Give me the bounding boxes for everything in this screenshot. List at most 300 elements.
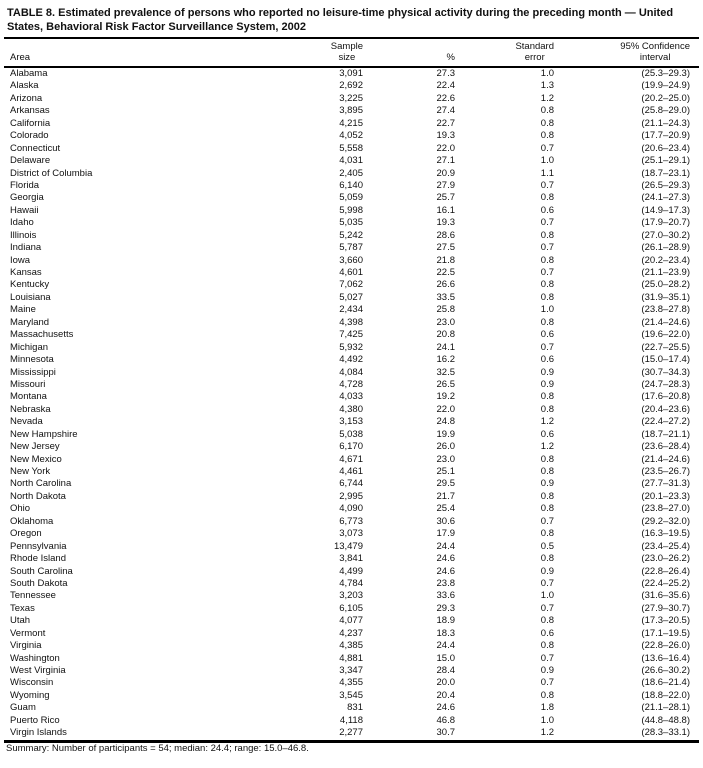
cell-area: South Dakota xyxy=(10,577,68,589)
cell-standard-error: 0.8 xyxy=(540,615,554,627)
cell-standard-error: 0.5 xyxy=(540,540,554,552)
cell-percent: 26.5 xyxy=(436,378,455,390)
table-row xyxy=(4,105,699,117)
cell-confidence-interval: (21.1–24.3) xyxy=(641,117,690,129)
cell-percent: 16.2 xyxy=(436,354,455,366)
cell-confidence-interval: (20.6–23.4) xyxy=(641,142,690,154)
table-row xyxy=(4,155,699,167)
cell-percent: 23.0 xyxy=(436,316,455,328)
cell-sample-size: 5,027 xyxy=(339,291,363,303)
table-row xyxy=(4,541,699,553)
cell-sample-size: 3,895 xyxy=(339,105,363,117)
table-row xyxy=(4,379,699,391)
cell-confidence-interval: (21.4–24.6) xyxy=(641,453,690,465)
table-row xyxy=(4,690,699,702)
cell-sample-size: 2,405 xyxy=(339,167,363,179)
cell-sample-size: 3,091 xyxy=(339,68,363,79)
cell-area: Utah xyxy=(10,615,31,627)
cell-sample-size: 2,692 xyxy=(339,80,363,92)
cell-area: Delaware xyxy=(10,155,51,167)
table-row xyxy=(4,180,699,192)
cell-standard-error: 0.8 xyxy=(540,466,554,477)
table-row xyxy=(4,143,699,155)
cell-confidence-interval: (17.6–20.8) xyxy=(641,391,690,403)
cell-percent: 26.0 xyxy=(436,441,455,453)
cell-confidence-interval: (22.8–26.4) xyxy=(641,565,690,577)
cell-area: Rhode Island xyxy=(10,553,66,565)
cell-sample-size: 4,398 xyxy=(339,316,363,328)
table-row xyxy=(4,528,699,540)
cell-standard-error: 0.9 xyxy=(540,478,554,490)
cell-confidence-interval: (31.9–35.1) xyxy=(641,291,690,303)
cell-area: South Carolina xyxy=(10,565,73,577)
cell-percent: 27.9 xyxy=(436,179,455,191)
cell-area: Pennsylvania xyxy=(10,540,67,552)
cell-standard-error: 0.8 xyxy=(540,391,554,403)
cell-standard-error: 0.8 xyxy=(540,130,554,142)
cell-confidence-interval: (16.3–19.5) xyxy=(641,528,690,540)
cell-sample-size: 4,215 xyxy=(339,117,363,129)
cell-standard-error: 0.8 xyxy=(540,254,554,266)
cell-sample-size: 5,558 xyxy=(339,142,363,154)
cell-area: Alabama xyxy=(10,68,48,79)
cell-area: New Hampshire xyxy=(10,428,78,440)
cell-sample-size: 4,380 xyxy=(339,403,363,415)
cell-sample-size: 3,347 xyxy=(339,665,363,676)
cell-standard-error: 0.8 xyxy=(540,453,554,465)
cell-standard-error: 0.8 xyxy=(540,553,554,565)
cell-sample-size: 7,062 xyxy=(339,279,363,291)
cell-area: North Carolina xyxy=(10,478,72,490)
cell-area: Oklahoma xyxy=(10,515,54,527)
column-header-percent: % xyxy=(371,38,464,67)
cell-sample-size: 4,031 xyxy=(339,155,363,167)
cell-percent: 24.1 xyxy=(436,341,455,353)
cell-confidence-interval: (27.9–30.7) xyxy=(641,602,690,614)
cell-confidence-interval: (23.5–26.7) xyxy=(641,466,690,477)
cell-sample-size: 5,787 xyxy=(339,242,363,254)
table-row xyxy=(4,168,699,180)
cell-area: Iowa xyxy=(10,254,31,266)
cell-sample-size: 4,118 xyxy=(339,714,363,726)
cell-confidence-interval: (21.4–24.6) xyxy=(641,316,690,328)
cell-percent: 22.0 xyxy=(436,142,455,154)
cell-percent: 24.6 xyxy=(436,553,455,565)
cell-percent: 29.5 xyxy=(436,478,455,490)
cell-confidence-interval: (25.1–29.1) xyxy=(641,155,690,167)
cell-area: Kansas xyxy=(10,267,42,278)
cell-standard-error: 0.8 xyxy=(540,490,554,502)
cell-sample-size: 3,841 xyxy=(339,553,363,565)
cell-sample-size: 4,084 xyxy=(339,366,363,378)
cell-area: Illinois xyxy=(10,229,37,241)
cell-standard-error: 1.1 xyxy=(540,167,554,179)
cell-standard-error: 0.9 xyxy=(540,565,554,577)
cell-percent: 19.3 xyxy=(436,130,455,142)
cell-sample-size: 6,170 xyxy=(339,441,363,453)
cell-confidence-interval: (23.8–27.8) xyxy=(641,304,690,316)
table-row xyxy=(4,491,699,503)
cell-sample-size: 2,995 xyxy=(339,490,363,502)
cell-sample-size: 4,601 xyxy=(339,267,363,278)
cell-area: Indiana xyxy=(10,242,42,254)
cell-standard-error: 0.8 xyxy=(540,403,554,415)
column-header-sample-size: Sample size xyxy=(325,38,371,67)
cell-percent: 21.8 xyxy=(436,254,455,266)
cell-percent: 20.0 xyxy=(436,677,455,689)
cell-confidence-interval: (27.7–31.3) xyxy=(641,478,690,490)
cell-confidence-interval: (23.6–28.4) xyxy=(641,441,690,453)
cell-percent: 18.9 xyxy=(436,615,455,627)
cell-percent: 46.8 xyxy=(436,714,455,726)
cell-area: Virgin Islands xyxy=(10,727,67,739)
cell-area: California xyxy=(10,117,51,129)
cell-standard-error: 0.7 xyxy=(540,341,554,353)
cell-standard-error: 0.7 xyxy=(540,142,554,154)
table-row xyxy=(4,242,699,254)
cell-sample-size: 3,545 xyxy=(339,689,363,701)
cell-sample-size: 3,153 xyxy=(339,416,363,428)
cell-percent: 28.4 xyxy=(436,665,455,676)
cell-sample-size: 7,425 xyxy=(339,329,363,341)
table-row xyxy=(4,454,699,466)
table-row xyxy=(4,727,699,741)
cell-area: Florida xyxy=(10,179,40,191)
cell-percent: 25.8 xyxy=(436,304,455,316)
cell-standard-error: 0.7 xyxy=(540,602,554,614)
table-row xyxy=(4,590,699,602)
table-row xyxy=(4,67,699,80)
table-row xyxy=(4,391,699,403)
cell-confidence-interval: (17.3–20.5) xyxy=(641,615,690,627)
cell-confidence-interval: (26.5–29.3) xyxy=(641,179,690,191)
cell-percent: 33.6 xyxy=(436,590,455,602)
cell-standard-error: 0.7 xyxy=(540,242,554,254)
cell-sample-size: 5,035 xyxy=(339,217,363,229)
cell-percent: 27.3 xyxy=(436,68,455,79)
cell-confidence-interval: (25.3–29.3) xyxy=(641,68,690,79)
cell-percent: 20.9 xyxy=(436,167,455,179)
cell-area: Michigan xyxy=(10,341,49,353)
cell-sample-size: 3,203 xyxy=(339,590,363,602)
table-row xyxy=(4,279,699,291)
table-row xyxy=(4,267,699,279)
table-row xyxy=(4,578,699,590)
cell-area: New York xyxy=(10,466,51,477)
cell-standard-error: 0.9 xyxy=(540,378,554,390)
cell-confidence-interval: (18.8–22.0) xyxy=(641,689,690,701)
cell-standard-error: 0.6 xyxy=(540,627,554,639)
cell-standard-error: 0.8 xyxy=(540,192,554,204)
cell-area: Montana xyxy=(10,391,47,403)
cell-percent: 16.1 xyxy=(436,204,455,216)
cell-standard-error: 1.0 xyxy=(540,590,554,602)
cell-area: Arkansas xyxy=(10,105,50,117)
cell-confidence-interval: (17.7–20.9) xyxy=(641,130,690,142)
cell-area: Massachusetts xyxy=(10,329,74,341)
cell-standard-error: 1.2 xyxy=(540,416,554,428)
cell-sample-size: 5,242 xyxy=(339,229,363,241)
cell-percent: 28.6 xyxy=(436,229,455,241)
cell-area: New Mexico xyxy=(10,453,62,465)
cell-confidence-interval: (24.7–28.3) xyxy=(641,378,690,390)
cell-sample-size: 4,355 xyxy=(339,677,363,689)
table-row xyxy=(4,441,699,453)
table-row xyxy=(4,205,699,217)
cell-percent: 19.3 xyxy=(436,217,455,229)
cell-area: Tennessee xyxy=(10,590,56,602)
cell-standard-error: 1.0 xyxy=(540,68,554,79)
cell-standard-error: 0.7 xyxy=(540,267,554,278)
cell-percent: 27.5 xyxy=(436,242,455,254)
cell-confidence-interval: (23.8–27.0) xyxy=(641,503,690,515)
cell-confidence-interval: (17.1–19.5) xyxy=(641,627,690,639)
cell-standard-error: 0.6 xyxy=(540,329,554,341)
cell-sample-size: 3,073 xyxy=(339,528,363,540)
cell-area: Colorado xyxy=(10,130,49,142)
cell-sample-size: 4,385 xyxy=(339,640,363,652)
table-row xyxy=(4,192,699,204)
cell-percent: 22.5 xyxy=(436,267,455,278)
table-row xyxy=(4,653,699,665)
cell-standard-error: 0.9 xyxy=(540,366,554,378)
cell-area: Mississippi xyxy=(10,366,56,378)
cell-standard-error: 1.3 xyxy=(540,80,554,92)
cell-percent: 27.4 xyxy=(436,105,455,117)
cell-standard-error: 0.8 xyxy=(540,316,554,328)
cell-percent: 19.2 xyxy=(436,391,455,403)
summary-note: Summary: Number of participants = 54; median: 24.4; range: 15.0–46.8. xyxy=(6,743,309,754)
cell-area: Kentucky xyxy=(10,279,50,291)
cell-area: Nebraska xyxy=(10,403,51,415)
cell-confidence-interval: (21.1–28.1) xyxy=(641,702,690,714)
table-row xyxy=(4,677,699,689)
column-header-standard-error: Standard error xyxy=(464,38,564,67)
cell-area: Maryland xyxy=(10,316,50,328)
cell-standard-error: 1.0 xyxy=(540,714,554,726)
cell-sample-size: 4,492 xyxy=(339,354,363,366)
cell-area: Virginia xyxy=(10,640,42,652)
column-header-area: Area xyxy=(4,38,325,67)
cell-confidence-interval: (25.0–28.2) xyxy=(641,279,690,291)
cell-confidence-interval: (15.0–17.4) xyxy=(641,354,690,366)
cell-area: Georgia xyxy=(10,192,44,204)
cell-standard-error: 0.8 xyxy=(540,503,554,515)
cell-area: Missouri xyxy=(10,378,46,390)
cell-sample-size: 4,077 xyxy=(339,615,363,627)
table-row xyxy=(4,255,699,267)
cell-sample-size: 4,784 xyxy=(339,577,363,589)
cell-area: Alaska xyxy=(10,80,39,92)
cell-percent: 32.5 xyxy=(436,366,455,378)
cell-area: Oregon xyxy=(10,528,42,540)
cell-area: Connecticut xyxy=(10,142,61,154)
cell-confidence-interval: (44.8–48.8) xyxy=(641,714,690,726)
cell-area: Guam xyxy=(10,702,36,714)
cell-area: Maine xyxy=(10,304,36,316)
table-row xyxy=(4,292,699,304)
cell-area: Louisiana xyxy=(10,291,51,303)
cell-confidence-interval: (22.7–25.5) xyxy=(641,341,690,353)
cell-area: North Dakota xyxy=(10,490,66,502)
cell-standard-error: 0.8 xyxy=(540,528,554,540)
cell-percent: 27.1 xyxy=(436,155,455,167)
table-row xyxy=(4,130,699,142)
table-row xyxy=(4,118,699,130)
table-row xyxy=(4,516,699,528)
cell-confidence-interval: (18.7–21.1) xyxy=(641,428,690,440)
cell-percent: 17.9 xyxy=(436,528,455,540)
table-row xyxy=(4,329,699,341)
cell-confidence-interval: (26.6–30.2) xyxy=(641,665,690,676)
cell-sample-size: 6,744 xyxy=(339,478,363,490)
cell-percent: 22.6 xyxy=(436,92,455,104)
cell-confidence-interval: (22.4–25.2) xyxy=(641,577,690,589)
cell-confidence-interval: (20.2–25.0) xyxy=(641,92,690,104)
cell-standard-error: 1.2 xyxy=(540,92,554,104)
cell-standard-error: 0.7 xyxy=(540,179,554,191)
table-row xyxy=(4,478,699,490)
cell-percent: 15.0 xyxy=(436,652,455,664)
cell-area: Idaho xyxy=(10,217,34,229)
cell-sample-size: 4,671 xyxy=(339,453,363,465)
cell-standard-error: 0.8 xyxy=(540,105,554,117)
cell-confidence-interval: (14.9–17.3) xyxy=(641,204,690,216)
cell-confidence-interval: (24.1–27.3) xyxy=(641,192,690,204)
prevalence-table xyxy=(4,37,699,743)
cell-area: Puerto Rico xyxy=(10,714,60,726)
cell-percent: 24.6 xyxy=(436,565,455,577)
cell-sample-size: 4,237 xyxy=(339,627,363,639)
table-body xyxy=(4,67,699,741)
table-row xyxy=(4,628,699,640)
cell-confidence-interval: (25.8–29.0) xyxy=(641,105,690,117)
table-row xyxy=(4,715,699,727)
table-row xyxy=(4,566,699,578)
cell-sample-size: 4,090 xyxy=(339,503,363,515)
cell-confidence-interval: (31.6–35.6) xyxy=(641,590,690,602)
cell-standard-error: 0.7 xyxy=(540,515,554,527)
cell-standard-error: 0.6 xyxy=(540,428,554,440)
cell-sample-size: 4,728 xyxy=(339,378,363,390)
cell-percent: 25.1 xyxy=(436,466,455,477)
cell-standard-error: 0.8 xyxy=(540,279,554,291)
cell-area: West Virginia xyxy=(10,665,66,676)
cell-confidence-interval: (23.4–25.4) xyxy=(641,540,690,552)
cell-standard-error: 0.8 xyxy=(540,640,554,652)
cell-percent: 22.0 xyxy=(436,403,455,415)
cell-percent: 30.6 xyxy=(436,515,455,527)
table-row xyxy=(4,603,699,615)
cell-standard-error: 1.0 xyxy=(540,304,554,316)
cell-percent: 24.4 xyxy=(436,540,455,552)
cell-confidence-interval: (19.9–24.9) xyxy=(641,80,690,92)
table-row xyxy=(4,93,699,105)
cell-standard-error: 1.0 xyxy=(540,155,554,167)
cell-percent: 22.7 xyxy=(436,117,455,129)
cell-sample-size: 5,038 xyxy=(339,428,363,440)
cell-area: Wisconsin xyxy=(10,677,54,689)
cell-standard-error: 0.8 xyxy=(540,229,554,241)
cell-sample-size: 5,998 xyxy=(339,204,363,216)
cell-percent: 20.4 xyxy=(436,689,455,701)
table-title: TABLE 8. Estimated prevalence of persons who reported no leisure-time physical activity during the preceding month — United States, Behavioral Risk Factor Surveillance System, 2002 xyxy=(7,7,674,33)
cell-percent: 18.3 xyxy=(436,627,455,639)
cell-area: Wyoming xyxy=(10,689,50,701)
cell-confidence-interval: (19.6–22.0) xyxy=(641,329,690,341)
cell-sample-size: 3,225 xyxy=(339,92,363,104)
table-row xyxy=(4,553,699,565)
cell-area: Minnesota xyxy=(10,354,54,366)
table-row xyxy=(4,429,699,441)
cell-sample-size: 831 xyxy=(347,702,363,714)
cell-sample-size: 2,434 xyxy=(339,304,363,316)
cell-confidence-interval: (13.6–16.4) xyxy=(641,652,690,664)
cell-area: District of Columbia xyxy=(10,167,93,179)
cell-confidence-interval: (26.1–28.9) xyxy=(641,242,690,254)
cell-sample-size: 5,059 xyxy=(339,192,363,204)
table-row xyxy=(4,702,699,714)
cell-percent: 23.8 xyxy=(436,577,455,589)
cell-standard-error: 0.7 xyxy=(540,577,554,589)
cell-area: Hawaii xyxy=(10,204,39,216)
cell-area: Ohio xyxy=(10,503,31,515)
table-row xyxy=(4,615,699,627)
cell-standard-error: 0.8 xyxy=(540,117,554,129)
cell-sample-size: 6,773 xyxy=(339,515,363,527)
table-row xyxy=(4,354,699,366)
cell-confidence-interval: (29.2–32.0) xyxy=(641,515,690,527)
cell-standard-error: 0.8 xyxy=(540,291,554,303)
cell-sample-size: 4,033 xyxy=(339,391,363,403)
cell-percent: 25.4 xyxy=(436,503,455,515)
table-row xyxy=(4,640,699,652)
cell-percent: 24.8 xyxy=(436,416,455,428)
cell-confidence-interval: (27.0–30.2) xyxy=(641,229,690,241)
cell-percent: 20.8 xyxy=(436,329,455,341)
cell-percent: 29.3 xyxy=(436,602,455,614)
table-row xyxy=(4,416,699,428)
cell-standard-error: 1.2 xyxy=(540,727,554,739)
cell-sample-size: 4,052 xyxy=(339,130,363,142)
cell-percent: 24.4 xyxy=(436,640,455,652)
cell-standard-error: 1.8 xyxy=(540,702,554,714)
cell-sample-size: 6,140 xyxy=(339,179,363,191)
cell-percent: 25.7 xyxy=(436,192,455,204)
cell-confidence-interval: (18.7–23.1) xyxy=(641,167,690,179)
table-row xyxy=(4,367,699,379)
cell-confidence-interval: (20.4–23.6) xyxy=(641,403,690,415)
cell-standard-error: 0.6 xyxy=(540,204,554,216)
cell-percent: 21.7 xyxy=(436,490,455,502)
cell-confidence-interval: (28.3–33.1) xyxy=(641,727,690,739)
cell-percent: 19.9 xyxy=(436,428,455,440)
cell-confidence-interval: (18.6–21.4) xyxy=(641,677,690,689)
cell-percent: 24.6 xyxy=(436,702,455,714)
cell-standard-error: 0.6 xyxy=(540,354,554,366)
cell-area: New Jersey xyxy=(10,441,60,453)
cell-area: Vermont xyxy=(10,627,46,639)
cell-area: Arizona xyxy=(10,92,43,104)
cell-standard-error: 0.8 xyxy=(540,689,554,701)
cell-percent: 26.6 xyxy=(436,279,455,291)
table-row xyxy=(4,317,699,329)
table-row xyxy=(4,217,699,229)
cell-percent: 30.7 xyxy=(436,727,455,739)
cell-area: Texas xyxy=(10,602,35,614)
cell-standard-error: 0.9 xyxy=(540,665,554,676)
cell-standard-error: 0.7 xyxy=(540,217,554,229)
